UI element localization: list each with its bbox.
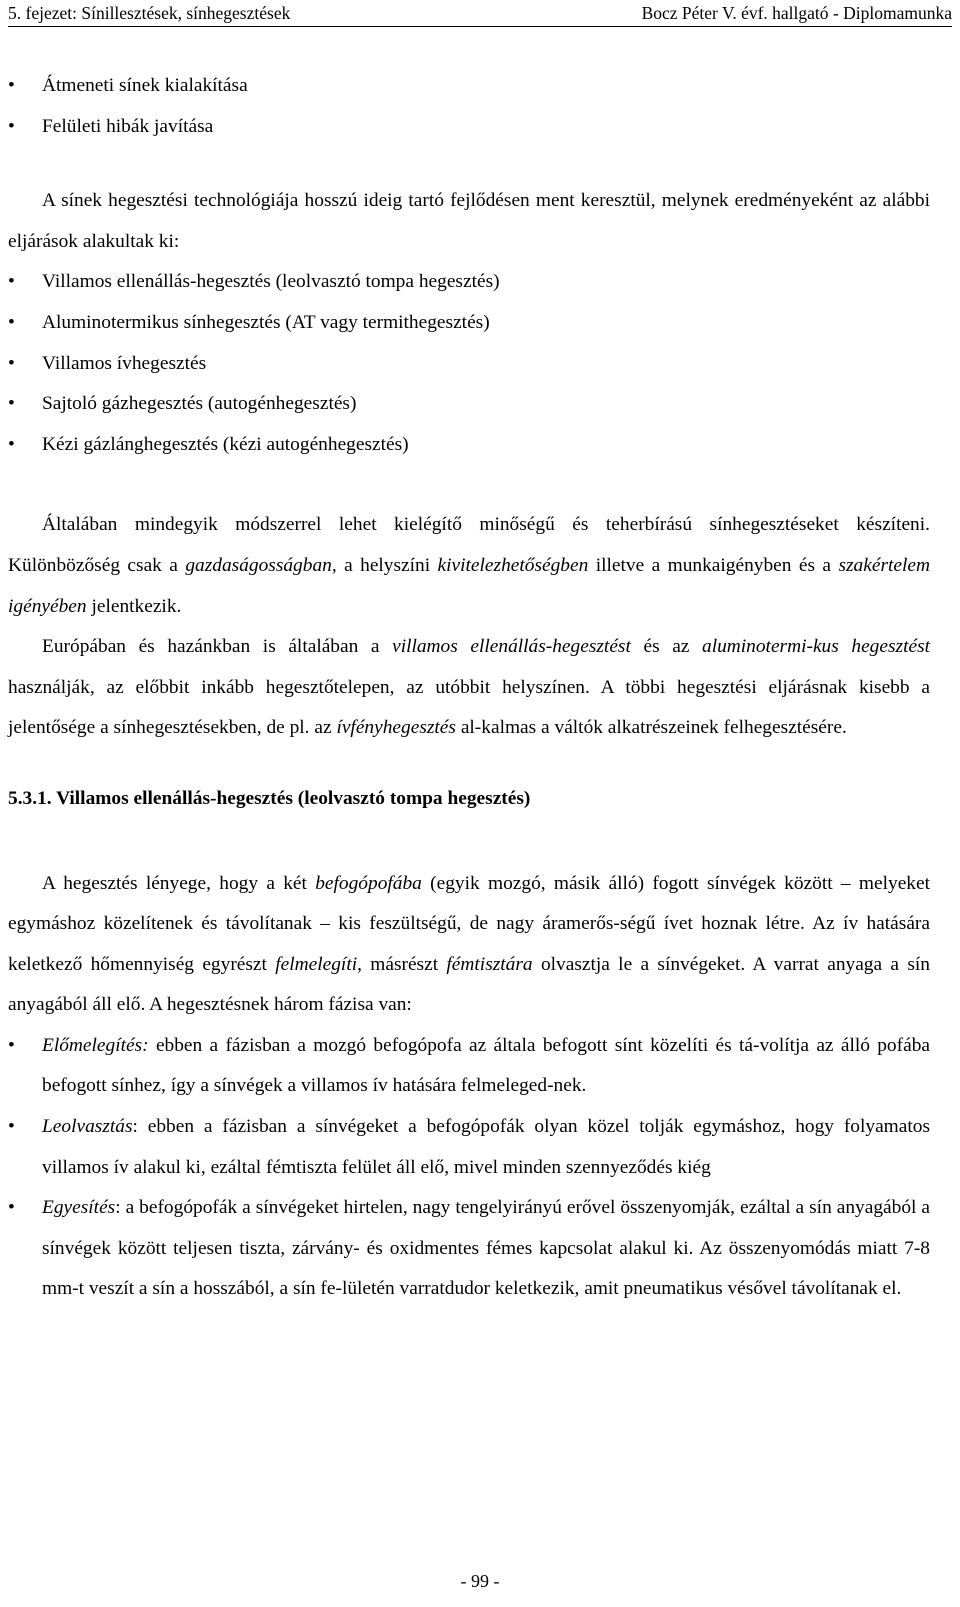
bullet-icon: •: [8, 75, 15, 96]
list-top: [8, 66, 930, 147]
page-header: [8, 2, 952, 27]
bullet-icon: •: [8, 433, 15, 455]
list-item: • Leolvasztás: ebben a fázisban a sínvégeket a befogópofák olyan közel tolják egymáshoz, hogy folyamatos villamos ív alakul ki, ezáltal fémtiszta felület áll elő, mivel minden szennyeződés kiég: [8, 1107, 930, 1188]
list-item: • Egyesítés: a befogópofák a sínvégeket hirtelen, nagy tengelyirányú erővel összenyomják, ezáltal a sín anyagából a sínvégek között teljesen tiszta, zárvány- és oxidmentes fémes kapcsolat alakul ki. Az összenyomódás miatt 7-8 mm-t veszít a sín a hosszából, a sín fe-lületén varratdudor keletkezik, amit pneumatikus vésővel távolítanak el.: [8, 1188, 930, 1310]
list-item: • Sajtoló gázhegesztés (autogénhegesztés): [8, 384, 930, 425]
bullet-icon: •: [8, 352, 15, 374]
list-item: • Villamos ívhegesztés: [8, 344, 930, 385]
header-chapter: 5. fejezet: Sínillesztések, sínhegesztések: [8, 3, 291, 23]
list-item: • Kézi gázlánghegesztés (kézi autogénhegesztés): [8, 425, 930, 466]
paragraph-essence: A hegesztés lényege, hogy a két befogópofába (egyik mozgó, másik álló) fogott sínvégek között – melyeket egymáshoz közelítenek és távolítanak – kis feszültségű, de nagy áramerős-ségű ívet hoznak létre. Az ív hatására keletkező hőmennyiség egyrészt felmelegíti, másrészt fémtisztára olvasztja le a sínvégeket. A varrat anyaga a sín anyagából áll elő. A hegesztésnek három fázisa van:: [8, 872, 930, 1016]
bullet-icon: •: [8, 1034, 15, 1056]
list-item: • Villamos ellenállás-hegesztés (leolvasztó tompa hegesztés): [8, 262, 930, 303]
paragraph-methods-quality: Általában mindegyik módszerrel lehet kielégítő minőségű és teherbírású sínhegesztéseket készíteni. Különbözőség csak a gazdaságosságban, a helyszíni kivitelezhetőségben illetve a munkaigényben és a szakértelem igényében jelentkezik.: [8, 514, 930, 617]
list-item: • Előmelegítés: ebben a fázisban a mozgó befogópofa az általa befogott sínt közelíti és tá-volítja az álló pofába befogott sínhez, így a sínvégek a villamos ív hatására felmeleged-nek.: [8, 1026, 930, 1107]
list-phases: [8, 1026, 930, 1310]
paragraph-intro: A sínek hegesztési technológiája hosszú ideig tartó fejlődésen ment keresztül, melynek eredményeként az alábbi eljárások alakultak ki:: [8, 190, 930, 252]
list-item: • Aluminotermikus sínhegesztés (AT vagy termithegesztés): [8, 303, 930, 344]
list-item: • Átmeneti sínek kialakítása: [8, 66, 930, 107]
list-methods: [8, 262, 930, 465]
list-item: • Felületi hibák javítása: [8, 107, 930, 148]
page-number: - 99 -: [460, 1571, 500, 1591]
bullet-icon: •: [8, 311, 15, 333]
bullet-icon: •: [8, 393, 15, 415]
header-author: Bocz Péter V. évf. hallgató - Diplomamunka: [641, 3, 952, 23]
bullet-icon: •: [8, 271, 15, 293]
section-heading: 5.3.1. Villamos ellenállás-hegesztés (leolvasztó tompa hegesztés): [8, 787, 531, 809]
bullet-icon: •: [8, 1197, 15, 1219]
page-content: [8, 66, 930, 1310]
bullet-icon: •: [8, 1116, 15, 1138]
paragraph-europe: Európában és hazánkban is általában a villamos ellenállás-hegesztést és az aluminotermi-kus hegesztést használják, az előbbit inkább hegesztőtelepen, az utóbbit helyszínen. A többi hegesztési eljárásnak kisebb a jelentősége a sínhegesztésekben, de pl. az ívfényhegesztés al-kalmas a váltók alkatrészeinek felhegesztésére.: [8, 636, 931, 739]
bullet-icon: •: [8, 115, 15, 137]
